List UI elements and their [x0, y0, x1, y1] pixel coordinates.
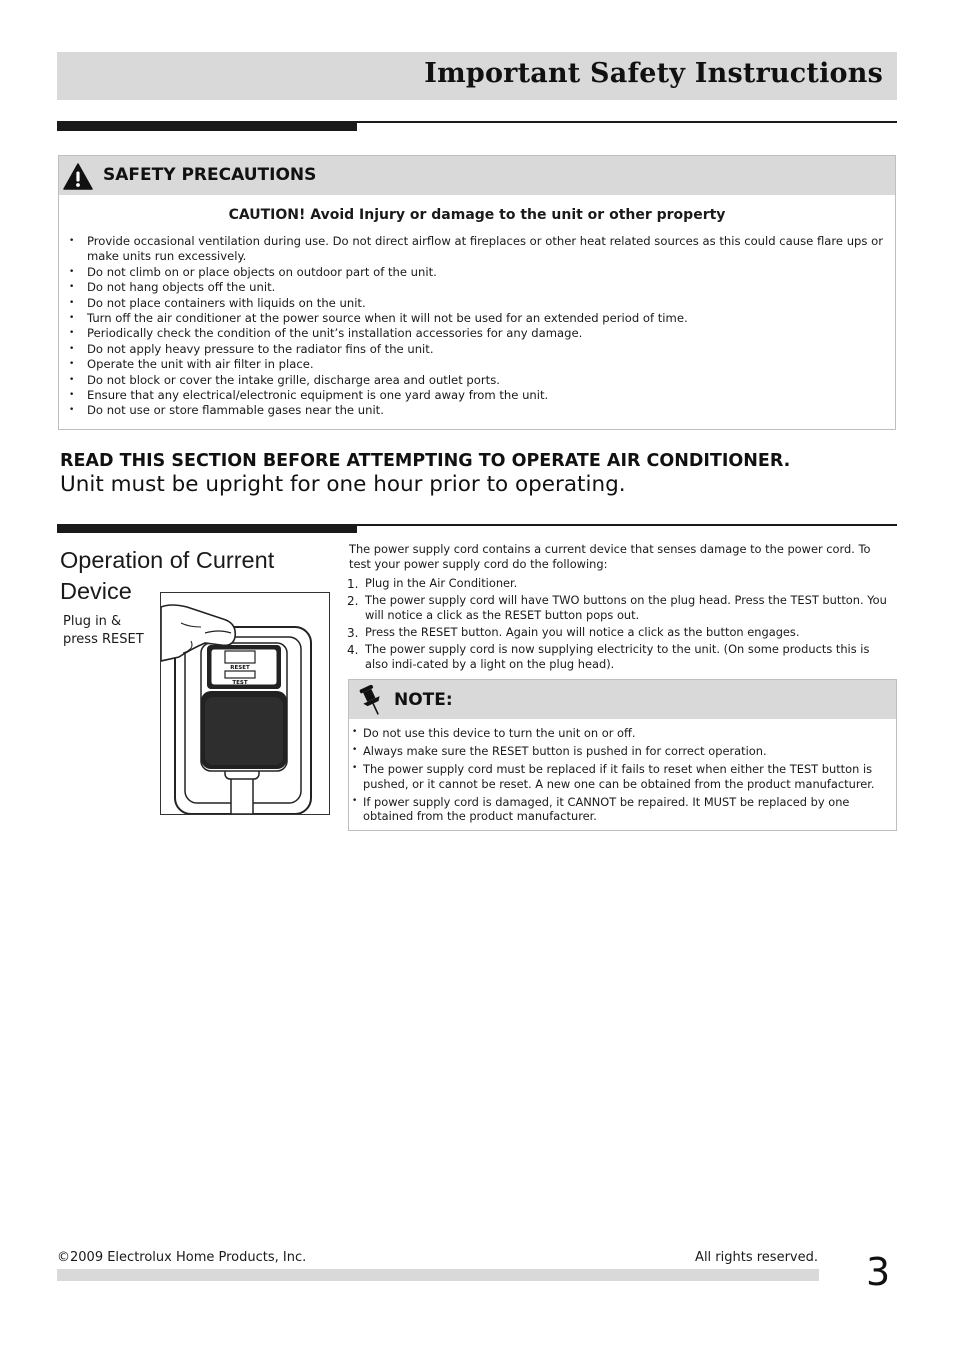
section-rule-thin — [357, 524, 897, 526]
list-item: 4. The power supply cord is now supplying electricity to the unit. (On some products this is also indi-cated by a light on the plug head). — [347, 642, 870, 671]
list-item: • If power supply cord is damaged, it CANNOT be repaired. It MUST be replaced by one obtained from the product manufacturer. — [352, 795, 894, 823]
operation-title: Operation of Current Device — [60, 547, 275, 604]
test-label: TEST — [232, 680, 248, 686]
footer-bar — [57, 1269, 819, 1281]
warning-triangle-icon — [63, 163, 93, 190]
page-number: 3 — [866, 1250, 891, 1294]
header-rule-thin — [357, 121, 897, 123]
figure-caption: Plug in & press RESET — [63, 614, 144, 647]
list-item: • Turn off the air conditioner at the power source when it will not be used for an extended period of time. — [69, 311, 894, 326]
pushpin-icon — [358, 685, 384, 717]
caution-text: CAUTION! Avoid Injury or damage to the unit or other property — [228, 207, 726, 223]
list-item: • Do not place containers with liquids on the unit. — [69, 296, 894, 311]
operation-intro: The power supply cord contains a current device that senses damage to the power cord. To test your power supply cord do the following: — [349, 542, 871, 571]
section-rule-thick — [57, 524, 357, 533]
plug-illustration — [160, 592, 330, 815]
list-item: • Do not hang objects off the unit. — [69, 280, 894, 295]
safety-precautions-box — [58, 155, 896, 430]
list-item: 3. Press the RESET button. Again you will notice a click as the button engages. — [347, 625, 800, 640]
list-item: 2. The power supply cord will have TWO buttons on the plug head. Press the TEST button. You will notice a click as the RESET button pops out. — [347, 593, 887, 622]
list-item: • Operate the unit with air filter in place. — [69, 357, 894, 372]
page-title: Important Safety Instructions — [424, 58, 883, 89]
rights-reserved: All rights reserved. — [695, 1250, 818, 1265]
note-header — [349, 680, 896, 719]
list-item: • Provide occasional ventilation during use. Do not direct airflow at fireplaces or other heat related sources as this could cause flare ups or make units run excessively. — [69, 234, 894, 265]
list-item: • Do not use or store flammable gases near the unit. — [69, 403, 894, 418]
upright-notice: Unit must be upright for one hour prior to operating. — [60, 472, 626, 497]
list-item: • Do not block or cover the intake grille, discharge area and outlet ports. — [69, 373, 894, 388]
safety-precautions-header — [59, 156, 895, 195]
list-item: • Do not apply heavy pressure to the radiator fins of the unit. — [69, 342, 894, 357]
note-heading: NOTE: — [394, 690, 453, 710]
note-box — [348, 679, 897, 831]
copyright: ©2009 Electrolux Home Products, Inc. — [57, 1250, 307, 1265]
list-item: 1. Plug in the Air Conditioner. — [347, 576, 518, 591]
operation-steps — [347, 576, 895, 674]
read-section-heading: READ THIS SECTION BEFORE ATTEMPTING TO OPERATE AIR CONDITIONER. — [60, 451, 791, 471]
reset-label: RESET — [230, 665, 250, 671]
list-item: • Do not climb on or place objects on outdoor part of the unit. — [69, 265, 894, 280]
safety-list — [69, 234, 894, 419]
note-list — [352, 726, 894, 827]
list-item: • Periodically check the condition of the unit’s installation accessories for any damage. — [69, 326, 894, 341]
plug-head-illustration — [161, 593, 329, 814]
title-bar — [57, 52, 897, 100]
list-item: • The power supply cord must be replaced if it fails to reset when either the TEST button is pushed, or it cannot be reset. A new one can be obtained from the product manufacturer. — [352, 762, 894, 790]
list-item: • Always make sure the RESET button is pushed in for correct operation. — [352, 744, 894, 758]
safety-precautions-heading: SAFETY PRECAUTIONS — [103, 165, 317, 185]
header-rule-thick — [57, 121, 357, 131]
list-item: • Ensure that any electrical/electronic equipment is one yard away from the unit. — [69, 388, 894, 403]
list-item: • Do not use this device to turn the unit on or off. — [352, 726, 894, 740]
